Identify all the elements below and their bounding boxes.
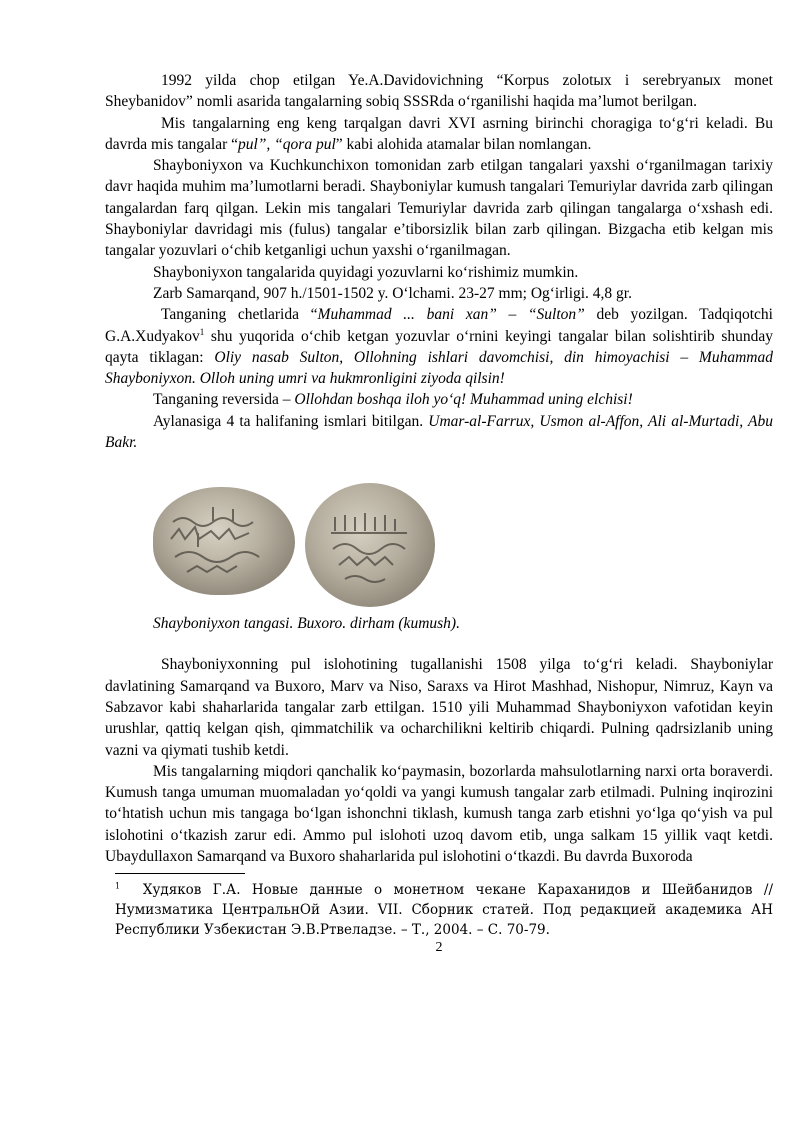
italic-quote: Oliy nasab Sulton, Ollohning ishlari davomchisi, din himoyachisi – Muhammad Shayboniyxon. Olloh uning umri va hukmronligini ziyoda qilsin! <box>105 348 773 388</box>
paragraph-coin-edges <box>105 304 773 389</box>
coin-obverse-image <box>153 487 295 595</box>
document-page <box>105 70 773 956</box>
coin-reverse-inscription-icon <box>305 483 435 607</box>
paragraph-reverse <box>105 389 773 410</box>
paragraph-text: Zarb Samarqand, 907 h./1501-1502 y. Oʻlchami. 23-27 mm; Ogʻirligi. 4,8 gr. <box>153 284 632 302</box>
italic-term: pul”, “qora pul <box>237 135 336 153</box>
footnote-separator <box>115 873 245 874</box>
paragraph-mint-details <box>105 283 773 304</box>
coin-figure <box>153 487 773 607</box>
footnote-text: Худяков Г.А. Новые данные о монетном чекане Караханидов и Шейбанидов // Нумизматика ЦентральнОй Азии. VII. Сборник статей. Под редакцией академика АН Республики Узбекистан Э.В.Ртвеладзе. – Т., 2004. – С. 70-79. <box>115 882 773 939</box>
footnote <box>115 880 773 940</box>
footnote-reference[interactable]: 1 <box>199 326 205 337</box>
paragraph-text: Aylanasiga 4 ta halifaning ismlari bitilgan. <box>153 412 429 430</box>
paragraph-reform-completion <box>105 654 773 760</box>
paragraph-caliphs <box>105 411 773 454</box>
paragraph-text: 1992 yilda chop etilgan Ye.A.Davidovichning “Korpus zolotых i serebryanых monet Sheybanidov” nomli asarida tangalarning sobiq SSSRda oʻrganilishi haqida ma’lumot berilgan. <box>105 72 773 111</box>
coin-reverse-image <box>305 483 435 607</box>
paragraph-reform-continued <box>105 761 773 867</box>
paragraph-text: ” kabi alohida atamalar bilan nomlangan. <box>335 135 592 153</box>
footnote-marker: 1 <box>115 881 121 891</box>
paragraph-text: Tanganing reversida – <box>153 391 295 409</box>
paragraph-text: Shayboniyxonning pul islohotining tugallanishi 1508 yilga toʻgʻri keladi. Shayboniylar davlatining Samarqand va Buxoro, Marv va Niso, Saraxs va Hirot Mashhad, Nishopur, Nimruz, Kayn va Sabzavor kabi shaharlarida tangalar zarb ettilgan. 1510 yili Muhammad Shayboniyxon vafotidan keyin urushlar, qattiq kelgan qish, qimmatchilik va ocharchilikni keltirib chiqardi. Pulning qadrsizlanib uning vazni va qiymati tushib ketdi. <box>105 656 773 759</box>
paragraph-copper-coins <box>105 113 773 156</box>
paragraph-text: deb yozilgan. Tadqiqotchi G.A.Xudyakov <box>105 306 773 345</box>
paragraph-shaybani-coins <box>105 155 773 261</box>
figure-caption: Shayboniyxon tangasi. Buxoro. dirham (kumush). <box>153 615 460 633</box>
paragraph-text: shu yuqorida oʻchib ketgan yozuvlar oʻrnini keyingi tangalar bilan solishtirib shunday qayta tiklagan: <box>105 327 773 366</box>
italic-quote: Muhammad ... bani xan” – “Sulton” <box>317 306 585 324</box>
paragraph-text: Mis tangalarning miqdori qanchalik koʻpaymasin, bozorlarda mahsulotlarning narxi orta boraverdi. Kumush tanga umuman muomaladan yoʻqoldi va yangi kumush tangalar zarb etilmadi. Pulning inqirozini toʻhtatish uchun mis tangaga boʻlgan ishonchni tiklash, kumush tanga zarb etishni yoʻlga qoʻyish va pul islohotini oʻtkazish zarur edi. Ammo pul islohoti uzoq davom etib, unga salkam 15 yillik vaqt ketdi. Ubaydullaxon Samarqand va Buxoro shaharlarida pul islohotini oʻtkazdi. Bu davrda Buxoroda <box>105 762 773 866</box>
italic-quote: Ollohdan boshqa iloh yoʻq! Muhammad uning elchisi! <box>294 391 633 409</box>
paragraph-text: Shayboniyxon tangalarida quyidagi yozuvlarni koʻrishimiz mumkin. <box>153 263 579 281</box>
paragraph-inscriptions-intro <box>105 262 773 283</box>
paragraph-text: Tanganing chetlarida “ <box>161 306 318 324</box>
paragraph-text: Mis tangalarning eng keng tarqalgan davri XVI asrning birinchi choragiga toʻgʻri keladi. Bu davrda mis tangalar “ <box>105 114 773 153</box>
paragraph-intro <box>105 70 773 113</box>
page-number: 2 <box>435 940 443 956</box>
coin-obverse-inscription-icon <box>153 487 295 595</box>
paragraph-text: Shayboniyxon va Kuchkunchixon tomonidan zarb etilgan tangalari yaxshi oʻrganilmagan tarixiy davr haqida muhim ma’lumotlarni beradi. Shayboniylar kumush tangalari Temuriylar davrida zarb qilingan tangalardan farq qilgan. Lekin mis tangalari Temuriylar davrida zarb qilingan tangalarga oʻxshash edi. Shayboniylar davridagi mis (fulus) tangalar e’tiborsizlik bilan zarb qilingan. Bizgacha etib kelgan mis tangalar yozuvlari oʻchib ketganligi uchun yaxshi oʻrganilmagan. <box>105 157 773 260</box>
italic-names: Umar-al-Farrux, Usmon al-Affon, Ali al-Murtadi, Abu Bakr. <box>105 412 773 452</box>
